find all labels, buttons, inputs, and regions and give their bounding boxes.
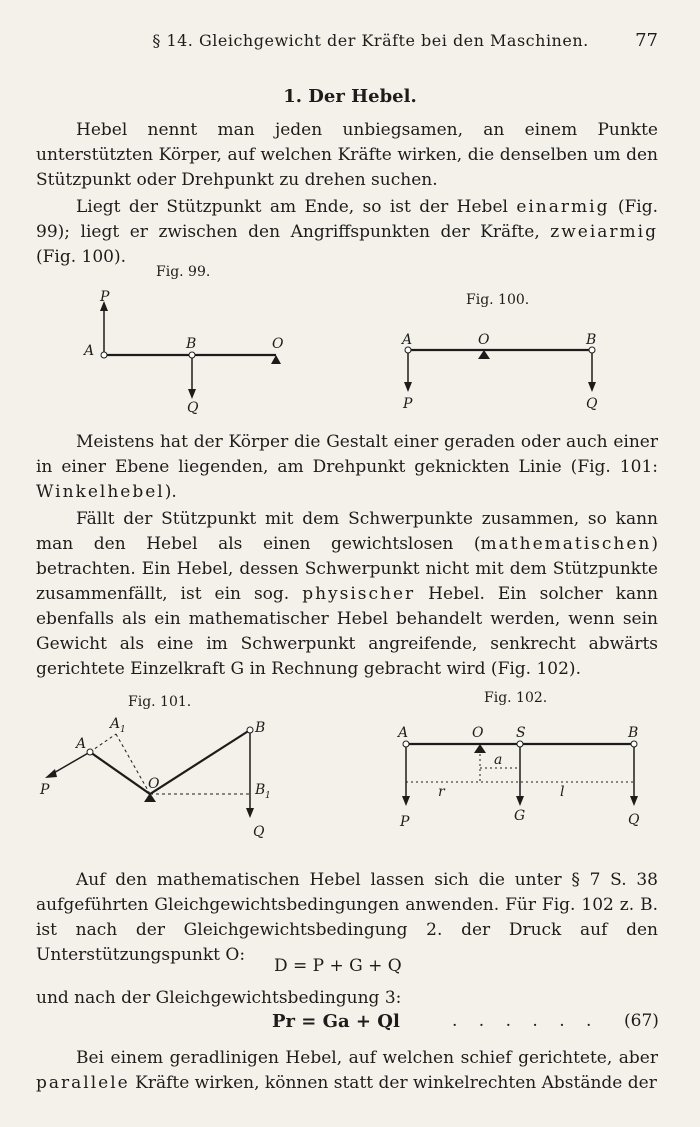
angle-lever (90, 730, 250, 794)
page-number: 77 (635, 30, 658, 51)
label-o: O (472, 725, 484, 741)
paragraph-text: Liegt der Stützpunkt am Ende, so ist der Hebel (76, 197, 517, 217)
lever-arm-dashed (116, 734, 150, 794)
paragraph-definition (36, 118, 658, 193)
arrow-down-icon (630, 796, 638, 806)
fig102-caption: Fig. 102. (484, 690, 548, 706)
emphasis-winkelhebel: Winkelhebel (36, 482, 165, 502)
label-s: S (516, 725, 526, 741)
point-s (517, 741, 523, 747)
label-b: B (255, 720, 266, 736)
paragraph-text: Fällt der Stützpunkt mit dem Schwerpunkte zusammen, so kann man den Hebel als einen gewichtslosen ( (36, 509, 658, 554)
label-a: A (76, 736, 87, 752)
fig99-caption: Fig. 99. (156, 264, 211, 280)
paragraph-condition-3 (36, 986, 658, 1011)
label-a: A (398, 725, 409, 741)
formula-moment: Pr = Ga + Ql (272, 1011, 400, 1032)
label-a1: A (110, 716, 121, 732)
label-a-small: a (494, 752, 503, 768)
force-p-line (52, 752, 90, 774)
paragraph-text: Kräfte wirken, können statt der winkelrechten Abstände der (129, 1073, 657, 1093)
running-header (36, 30, 658, 51)
paragraph-text: (Fig. 100). (36, 247, 127, 267)
paragraph-text: Bei einem geradlinigen Hebel, auf welchen schief gerichtete, aber (76, 1048, 658, 1068)
arrow-left-icon (45, 769, 57, 778)
paragraph-text: ) betrachten. Ein Hebel, dessen Schwerpunkt nicht mit dem Stützpunkte zusammenfällt, ist ein sog. (36, 534, 658, 604)
paragraph-text: (Fig. 99); liegt er zwischen den Angriffspunkten der Kräfte, (36, 197, 658, 242)
emphasis-physischer: physischer (302, 584, 416, 604)
label-b: B (586, 332, 597, 348)
label-a: A (402, 332, 413, 348)
point-b (631, 741, 637, 747)
label-q: Q (187, 400, 199, 415)
paragraph-mathematical-lever (36, 507, 658, 682)
label-a1-subscript: 1 (120, 725, 126, 735)
label-p: P (100, 289, 110, 305)
label-b1-subscript: 1 (265, 791, 271, 801)
paragraph-text: und nach der Gleichgewichtsbedingung 3: (36, 988, 402, 1008)
label-b1: B (255, 782, 266, 798)
fig99-diagram (80, 285, 300, 415)
label-p: P (403, 396, 413, 412)
formula-leader-dots: . . . . . . (452, 1011, 600, 1031)
label-r: r (438, 784, 445, 800)
label-p: P (400, 814, 410, 830)
arrow-down-icon (402, 796, 410, 806)
label-q: Q (628, 812, 640, 828)
arrow-down-icon (404, 382, 412, 392)
point-b (189, 352, 195, 358)
paragraph-arm-types (36, 195, 658, 270)
fig101-diagram (30, 712, 280, 842)
paragraph-equilibrium (36, 868, 658, 968)
paragraph-parallel-forces (36, 1046, 658, 1096)
label-q: Q (253, 824, 265, 840)
label-p: P (40, 782, 50, 798)
emphasis-zweiarmig: zweiarmig (550, 222, 658, 242)
running-title: § 14. Gleichgewicht der Kräfte bei den Maschinen. (152, 31, 589, 50)
point-a (101, 352, 107, 358)
fulcrum-icon (478, 350, 490, 359)
label-g: G (514, 808, 526, 824)
fulcrum-icon (271, 355, 281, 364)
arrow-down-icon (516, 796, 524, 806)
emphasis-einarmig: einarmig (516, 197, 610, 217)
point-b (247, 727, 253, 733)
emphasis-parallele: parallele (36, 1073, 130, 1093)
label-b: B (186, 336, 197, 352)
fig101-caption: Fig. 101. (128, 694, 192, 710)
label-q: Q (586, 396, 598, 412)
label-o: O (478, 332, 490, 348)
label-b: B (628, 725, 639, 741)
paragraph-text: ). (164, 482, 177, 502)
fulcrum-icon (474, 744, 486, 753)
arrow-down-icon (188, 389, 196, 399)
label-o: O (272, 336, 284, 352)
paragraph-shape (36, 430, 658, 505)
force-extension-dashed (90, 734, 116, 752)
section-title: 1. Der Hebel. (283, 86, 417, 107)
label-o: O (148, 776, 160, 792)
label-a: A (84, 343, 95, 359)
fig100-caption: Fig. 100. (466, 292, 530, 308)
fig102-diagram (390, 720, 650, 830)
paragraph-text: Hebel nennt man jeden unbiegsamen, an einem Punkte unterstützten Körper, auf welchen Kräfte wirken, die denselben um den Stützpunkt oder Drehpunkt zu drehen suchen. (36, 120, 658, 190)
fig100-diagram (390, 322, 610, 417)
paragraph-text: Hebel. Ein solcher kann ebenfalls als ein mathematischer Hebel behandelt werden, wenn sein Gewicht als eine im Schwerpunkt angreifende, senkrecht abwärts gerichtete Einzelkraft G in Rechnung gebracht wird (Fig. 102). (36, 584, 658, 679)
point-a (403, 741, 409, 747)
fulcrum-icon (144, 793, 156, 802)
formula-pressure: D = P + G + Q (274, 956, 402, 976)
arrow-down-icon (588, 382, 596, 392)
paragraph-text: Meistens hat der Körper die Gestalt einer geraden oder auch einer in einer Ebene liegenden, am Drehpunkt geknickten Linie (Fig. 101: (36, 432, 658, 477)
label-l: l (560, 784, 565, 800)
arrow-down-icon (246, 808, 254, 818)
emphasis-mathematischen: mathematischen (480, 534, 652, 554)
equation-number: (67) (624, 1011, 659, 1031)
paragraph-text: Auf den mathematischen Hebel lassen sich die unter § 7 S. 38 aufgeführten Gleichgewichtsbedingungen anwenden. Für Fig. 102 z. B. ist nach der Gleichgewichtsbedingung 2. der Druck auf den Unterstützungspunkt O: (36, 870, 658, 965)
point-a (87, 749, 93, 755)
